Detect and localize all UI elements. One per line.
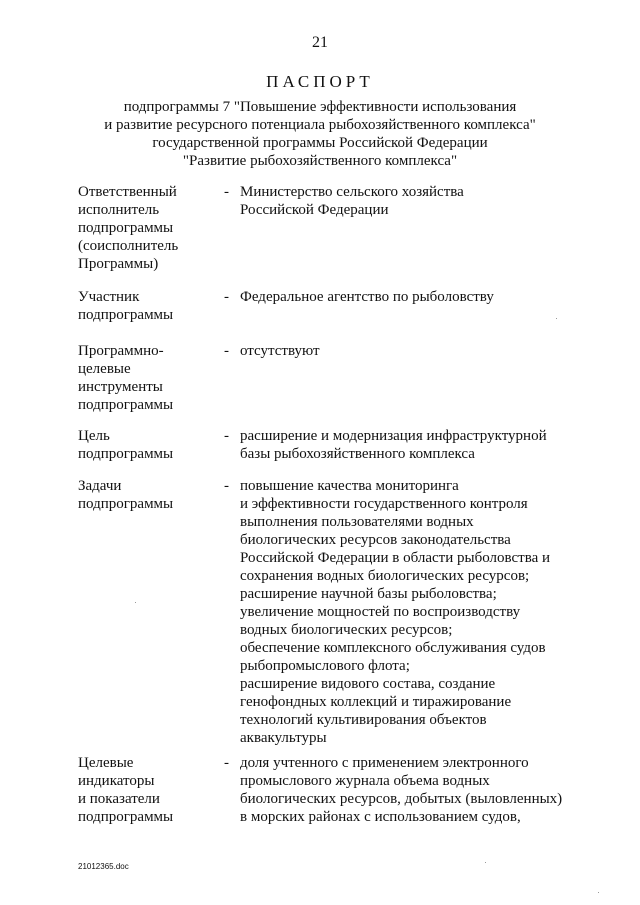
label-line: подпрограммы (78, 307, 174, 323)
row-value (240, 427, 580, 463)
value-line: выполнения пользователями водных (240, 514, 474, 530)
label-line: исполнитель (78, 202, 160, 218)
value-line: расширение и модернизация инфраструктурной (240, 428, 547, 444)
label-line: подпрограммы (78, 496, 174, 512)
label-line: подпрограммы (78, 809, 174, 825)
value-line: Министерство сельского хозяйства (240, 184, 464, 200)
value-line: расширение научной базы рыболовства; (240, 586, 497, 602)
row-dash: - (224, 184, 229, 200)
value-line: расширение видового состава, создание (240, 676, 496, 692)
subtitle-line: подпрограммы 7 "Повышение эффективности использования (123, 99, 517, 115)
label-line: подпрограммы (78, 220, 174, 236)
subtitle-line: государственной программы Российской Федерации (152, 135, 488, 151)
label-line: подпрограммы (78, 446, 174, 462)
scan-speck (556, 318, 557, 319)
value-line: повышение качества мониторинга (240, 478, 459, 494)
row-label (78, 427, 218, 463)
row-label (78, 288, 218, 324)
page-number: 21 (312, 34, 328, 51)
value-line: увеличение мощностей по воспроизводству (240, 604, 521, 620)
value-line: генофондных коллекций и тиражирование (240, 694, 512, 710)
value-line: Федеральное агентство по рыболовству (240, 289, 494, 305)
value-line: базы рыбохозяйственного комплекса (240, 446, 475, 462)
value-line: технологий культивирования объектов (240, 712, 487, 728)
label-line: Программы) (78, 256, 159, 272)
subtitle-line: и развитие ресурсного потенциала рыбохозяйственного комплекса" (104, 117, 536, 133)
row-dash: - (224, 343, 229, 359)
label-line: и показатели (78, 791, 160, 807)
value-line: биологических ресурсов, добытых (выловленных) (240, 791, 563, 807)
value-line: в морских районах с использованием судов, (240, 809, 521, 825)
scan-speck (598, 892, 599, 893)
label-line: индикаторы (78, 773, 155, 789)
label-line: инструменты (78, 379, 163, 395)
row-label (78, 477, 218, 513)
label-line: Ответственный (78, 184, 177, 200)
footer-filename: 21012365.doc (78, 862, 129, 871)
value-line: водных биологических ресурсов; (240, 622, 453, 638)
row-label (78, 183, 218, 273)
scan-speck (485, 862, 486, 863)
row-dash: - (224, 289, 229, 305)
label-line: подпрограммы (78, 397, 174, 413)
subtitle (60, 98, 580, 170)
label-line: Целевые (78, 755, 134, 771)
value-line: и эффективности государственного контроля (240, 496, 528, 512)
value-line: Российской Федерации (240, 202, 389, 218)
value-line: отсутствуют (240, 343, 320, 359)
value-line: биологических ресурсов законодательства (240, 532, 511, 548)
row-value (240, 342, 580, 360)
scan-speck (135, 602, 136, 603)
row-value (240, 754, 580, 826)
value-line: промыслового журнала объема водных (240, 773, 490, 789)
row-dash: - (224, 428, 229, 444)
label-line: (соисполнитель (78, 238, 179, 254)
label-line: Задачи (78, 478, 122, 494)
row-value (240, 288, 580, 306)
row-dash: - (224, 755, 229, 771)
value-line: сохранения водных биологических ресурсов; (240, 568, 530, 584)
value-line: рыбопромыслового флота; (240, 658, 410, 674)
row-value (240, 477, 580, 747)
row-label (78, 754, 218, 826)
label-line: Участник (78, 289, 140, 305)
row-value (240, 183, 580, 219)
value-line: аквакультуры (240, 730, 327, 746)
row-dash: - (224, 478, 229, 494)
value-line: доля учтенного с применением электронного (240, 755, 529, 771)
label-line: целевые (78, 361, 131, 377)
document-title: ПАСПОРТ (266, 72, 374, 91)
value-line: обеспечение комплексного обслуживания судов (240, 640, 546, 656)
subtitle-line: "Развитие рыбохозяйственного комплекса" (182, 153, 458, 169)
value-line: Российской Федерации в области рыболовства и (240, 550, 551, 566)
row-label (78, 342, 218, 414)
label-line: Программно- (78, 343, 164, 359)
label-line: Цель (78, 428, 110, 444)
